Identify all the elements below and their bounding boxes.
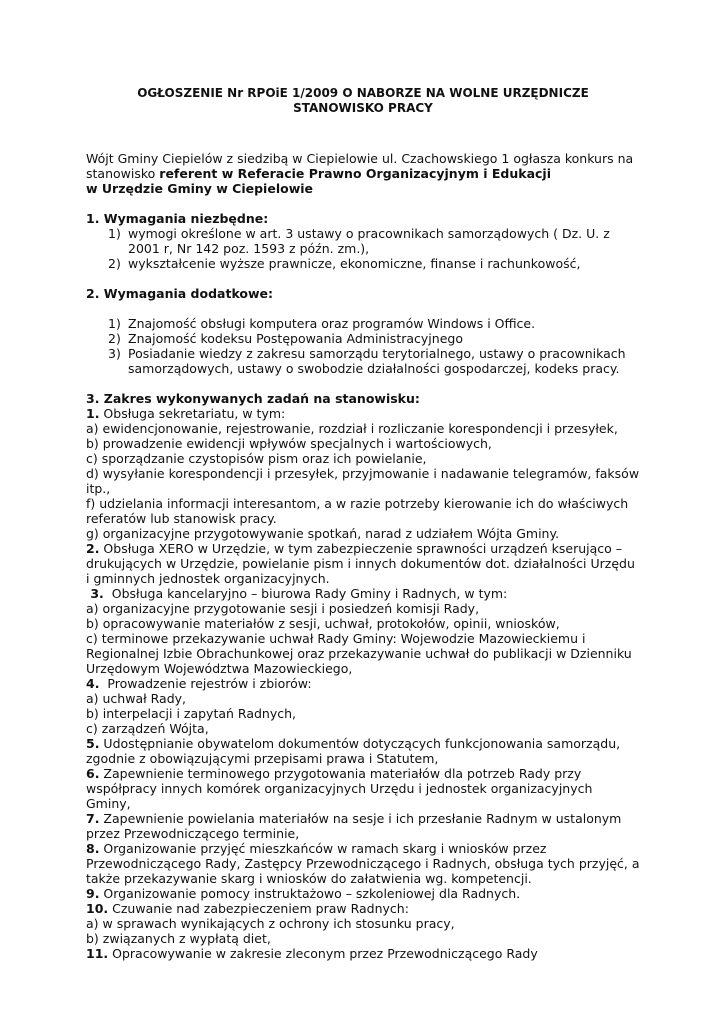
list-item-number: 1)	[108, 316, 121, 331]
list-item-text: Posiadanie wiedzy z zakresu samorządu terytorialnego, ustawy o pracownikach samorządowych, ustawy o swobodzie działalności gospodarczej, kodeks pracy.	[128, 346, 626, 376]
intro-line-1: Wójt Gminy Ciepielów z siedzibą w Ciepielowie ul. Czachowskiego 1 ogłasza konkurs na	[86, 151, 634, 166]
section-duties-heading: 3. Zakres wykonywanych zadań na stanowisku:	[86, 391, 420, 406]
duty-number: 8.	[86, 841, 100, 856]
list-item-text: wymogi określone w art. 3 ustawy o pracownikach samorządowych ( Dz. U. z 2001 r, Nr 142 poz. 1593 z późn. zm.),	[128, 226, 610, 256]
duty-5	[86, 736, 640, 766]
duty-number: 5.	[86, 736, 100, 751]
duty-sub-item: b) prowadzenie ewidencji wpływów specjalnych i wartościowych,	[86, 436, 492, 451]
list-item	[86, 226, 640, 256]
intro-line-2-plain: stanowisko	[86, 166, 160, 181]
list-item	[86, 256, 640, 271]
title-line-2: STANOWISKO PRACY	[293, 101, 433, 115]
duty-sub-item: b) opracowywanie materiałów z sesji, uchwał, protokołów, opinii, wniosków,	[86, 616, 560, 631]
intro-position-title: referent w Referacie Prawno Organizacyjnym i Edukacji	[159, 166, 551, 181]
duty-text: Czuwanie nad zabezpieczeniem praw Radnych:	[108, 901, 409, 916]
duty-sub-item: c) sporządzanie czystopisów pism oraz ich powielanie,	[86, 451, 427, 466]
duty-sub-item: g) organizacyjne przygotowywanie spotkań, narad z udziałem Wójta Gminy.	[86, 526, 560, 541]
duty-sub-item: c) zarządzeń Wójta,	[86, 721, 209, 736]
required-list	[86, 226, 640, 271]
duty-number: 7.	[86, 811, 100, 826]
duty-text: Obsługa sekretariatu, w tym:	[99, 406, 286, 421]
section-required	[86, 211, 640, 271]
duty-3	[86, 586, 640, 601]
list-item-text: Znajomość obsługi komputera oraz programów Windows i Office.	[128, 316, 536, 331]
duty-number: 6.	[86, 766, 100, 781]
list-item-number: 1)	[108, 226, 121, 241]
duty-2	[86, 541, 640, 586]
duty-sub-item: a) organizacyjne przygotowanie sesji i posiedzeń komisji Rady,	[86, 601, 480, 616]
duty-7	[86, 811, 640, 841]
section-additional	[86, 286, 640, 376]
duty-text: Organizowanie przyjęć mieszkańców w ramach skarg i wniosków przez Przewodniczącego Rady, Zastępcy Przewodniczącego i Radnych, obsługa tych przyjęć, a także przekazywanie skarg i wniosków do załatwienia wg. kompetencji.	[86, 841, 640, 886]
list-item	[86, 331, 640, 346]
duty-number: 11.	[86, 946, 109, 961]
document-page	[86, 86, 640, 961]
duty-text: Organizowanie pomocy instruktażowo – szkoleniowej dla Radnych.	[99, 886, 521, 901]
duty-sub-item: a) uchwał Rady,	[86, 691, 187, 706]
duty-8	[86, 841, 640, 886]
duty-text: Obsługa XERO w Urzędzie, w tym zabezpieczenie sprawności urządzeń kserująco – drukujących w Urzędzie, powielanie pism i innych dokumentów dot. działalności Urzędu i gminnych jednostek organizacyjnych.	[86, 541, 635, 586]
list-item	[86, 346, 640, 376]
duty-sub-item: b) związanych z wypłatą diet,	[86, 931, 271, 946]
duty-number: 3.	[86, 586, 104, 601]
intro-line-2	[86, 166, 640, 181]
duty-sub-item: c) terminowe przekazywanie uchwał Rady Gminy: Wojewodzie Mazowieckiemu i Regionalnej Izbie Obrachunkowej oraz przekazywanie uchwał do publikacji w Dzienniku Urzędowym Województwa Mazowieckiego,	[86, 631, 632, 676]
duty-9	[86, 886, 640, 901]
list-item-text: Znajomość kodeksu Postępowania Administracyjnego	[128, 331, 463, 346]
duty-sub-item: d) wysyłanie korespondencji i przesyłek, przyjmowanie i nadawanie telegramów, faksów itp.,	[86, 466, 640, 496]
duty-number: 9.	[86, 886, 100, 901]
duty-10	[86, 901, 640, 916]
title-line-1: OGŁOSZENIE Nr RPOiE 1/2009 O NABORZE NA WOLNE URZĘDNICZE	[137, 86, 589, 100]
section-duties	[86, 391, 640, 961]
duty-sub-item: b) interpelacji i zapytań Radnych,	[86, 706, 297, 721]
duty-text: Udostępnianie obywatelom dokumentów dotyczących funkcjonowania samorządu, zgodnie z obowiązującymi przepisami prawa i Statutem,	[86, 736, 621, 766]
duty-number: 1.	[86, 406, 100, 421]
duty-number: 4.	[86, 676, 100, 691]
section-additional-heading: 2. Wymagania dodatkowe:	[86, 286, 274, 301]
duty-sub-item: a) w sprawach wynikających z ochrony ich stosunku pracy,	[86, 916, 455, 931]
intro-office: w Urzędzie Gminy w Ciepielowie	[86, 181, 314, 196]
document-title	[86, 86, 640, 116]
duty-number: 2.	[86, 541, 100, 556]
list-item-number: 3)	[108, 346, 121, 361]
duty-4	[86, 676, 640, 691]
duty-sub-item: f) udzielania informacji interesantom, a w razie potrzeby kierowanie ich do właściwych referatów lub stanowisk pracy.	[86, 496, 629, 526]
list-item-text: wykształcenie wyższe prawnicze, ekonomiczne, finanse i rachunkowość,	[128, 256, 581, 271]
duty-sub-item: a) ewidencjonowanie, rejestrowanie, rozdział i rozliczanie korespondencji i przesyłek,	[86, 421, 618, 436]
list-item	[86, 316, 640, 331]
duty-text: Obsługa kancelaryjno – biurowa Rady Gminy i Radnych, w tym:	[103, 586, 508, 601]
duty-text: Prowadzenie rejestrów i zbiorów:	[99, 676, 312, 691]
list-item-number: 2)	[108, 256, 121, 271]
duty-text: Opracowywanie w zakresie zleconym przez Przewodniczącego Rady	[108, 946, 538, 961]
duty-text: Zapewnienie powielania materiałów na sesje i ich przesłanie Radnym w ustalonym przez Przewodniczącego terminie,	[86, 811, 622, 841]
duty-1	[86, 406, 640, 421]
section-required-heading: 1. Wymagania niezbędne:	[86, 211, 269, 226]
intro-paragraph	[86, 151, 640, 196]
duty-text: Zapewnienie terminowego przygotowania materiałów dla potrzeb Rady przy współpracy innych komórek organizacyjnych Urzędu i jednostek organizacyjnych Gminy,	[86, 766, 593, 811]
list-item-number: 2)	[108, 331, 121, 346]
duty-11	[86, 946, 640, 961]
additional-list	[86, 316, 640, 376]
duty-6	[86, 766, 640, 811]
duty-number: 10.	[86, 901, 109, 916]
